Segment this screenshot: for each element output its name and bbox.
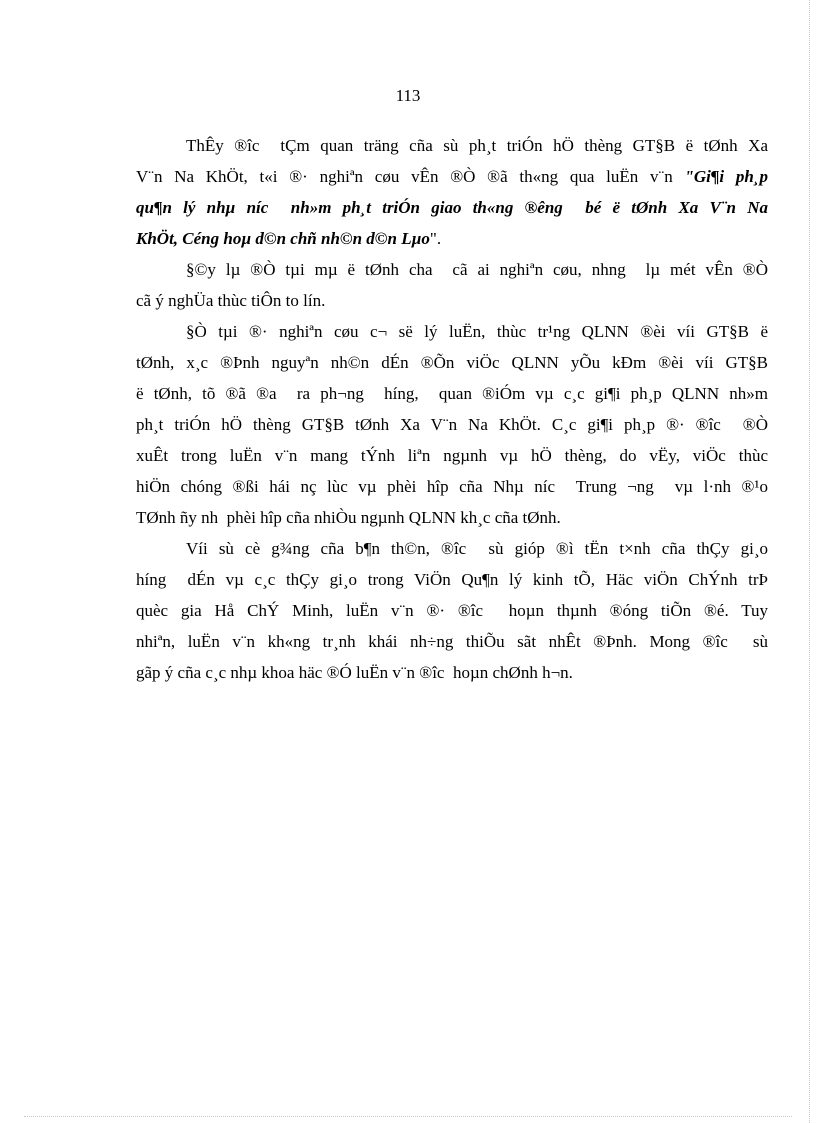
line-text: tØnh, x¸c ®Þnh nguyªn nh©n dÉn ®Õn viÖc QLNN yÕu kÐm ®èi víi GT§B bbox=[136, 353, 768, 372]
text-line bbox=[136, 626, 768, 657]
line-text: ë tØnh, tõ ®ã ®a ra ph¬ng híng, quan ®iÓm vµ c¸c gi¶i ph¸p QLNN nh»m bbox=[136, 384, 768, 403]
thesis-title-text: "Gi¶i ph¸p bbox=[684, 167, 768, 186]
text-line bbox=[136, 316, 768, 347]
line-text: xuÊt trong luËn v¨n mang tÝnh liªn ngµnh vµ hÖ thèng, do vËy, viÖc thùc bbox=[136, 446, 768, 465]
text-line bbox=[136, 409, 768, 440]
line-text: quèc gia Hå ChÝ Minh, luËn v¨n ®· ®îc hoµn thµnh ®óng tiÕn ®é. Tuy bbox=[136, 601, 768, 620]
line-text: V¨n Na KhÖt, t«i ®· nghiªn cøu vÊn ®Ò ®ã th«ng qua luËn v¨n bbox=[136, 167, 685, 186]
page-bottom-rule bbox=[24, 1116, 792, 1117]
line-text: gãp ý cña c¸c nhµ khoa häc ®Ó luËn v¨n ®îc hoµn chØnh h¬n. bbox=[136, 663, 573, 682]
line-text: Víi sù cè g¾ng cña b¶n th©n, ®îc sù gióp ®ì tËn t×nh cña thÇy gi¸o bbox=[186, 539, 768, 558]
document-body bbox=[136, 130, 768, 688]
text-line bbox=[136, 595, 768, 626]
page-number: 113 bbox=[395, 86, 421, 105]
line-text: §©y lµ ®Ò tµi mµ ë tØnh cha cã ai nghiªn cøu, nhng lµ mét vÊn ®Ò bbox=[186, 260, 768, 279]
line-text: ThÊy ®îc tÇm quan träng cña sù ph¸t triÓn hÖ thèng GT§B ë tØnh Xa bbox=[186, 136, 768, 155]
line-text: ". bbox=[429, 229, 442, 248]
text-line bbox=[136, 285, 768, 316]
text-line bbox=[136, 471, 768, 502]
text-line bbox=[136, 161, 768, 192]
page-right-rule bbox=[809, 0, 810, 1123]
text-line bbox=[136, 254, 768, 285]
line-text: TØnh ñy nh phèi hîp cña nhiÒu ngµnh QLNN kh¸c cña tØnh. bbox=[136, 508, 561, 527]
line-text: cã ý nghÜa thùc tiÔn to lín. bbox=[136, 291, 326, 310]
text-line bbox=[136, 564, 768, 595]
line-text: híng dÉn vµ c¸c thÇy gi¸o trong ViÖn Qu¶n lý kinh tÕ, Häc viÖn ChÝnh trÞ bbox=[136, 570, 768, 589]
text-line bbox=[136, 347, 768, 378]
line-text: ph¸t triÓn hÖ thèng GT§B tØnh Xa V¨n Na KhÖt. C¸c gi¶i ph¸p ®· ®îc ®Ò bbox=[136, 415, 768, 434]
text-line bbox=[136, 378, 768, 409]
text-line bbox=[136, 533, 768, 564]
thesis-title-text: qu¶n lý nhµ níc nh»m ph¸t triÓn giao th«ng ®êng bé ë tØnh Xa V¨n Na bbox=[136, 198, 768, 217]
text-line bbox=[136, 502, 768, 533]
line-text: hiÖn chóng ®ßi hái nç lùc vµ phèi hîp cña Nhµ níc Trung ¬ng vµ l·nh ®¹o bbox=[136, 477, 768, 496]
line-text: §Ò tµi ®· nghiªn cøu c¬ së lý luËn, thùc tr¹ng QLNN ®èi víi GT§B ë bbox=[186, 322, 768, 341]
line-text: nhiªn, luËn v¨n kh«ng tr¸nh khái nh÷ng thiÕu sãt nhÊt ®Þnh. Mong ®îc sù bbox=[136, 632, 768, 651]
thesis-title-line bbox=[136, 192, 768, 223]
text-line bbox=[136, 130, 768, 161]
text-line bbox=[136, 657, 768, 688]
text-line bbox=[136, 440, 768, 471]
thesis-title-text: KhÖt, Céng hoµ d©n chñ nh©n d©n Lµo bbox=[136, 229, 430, 248]
text-line bbox=[136, 223, 768, 254]
